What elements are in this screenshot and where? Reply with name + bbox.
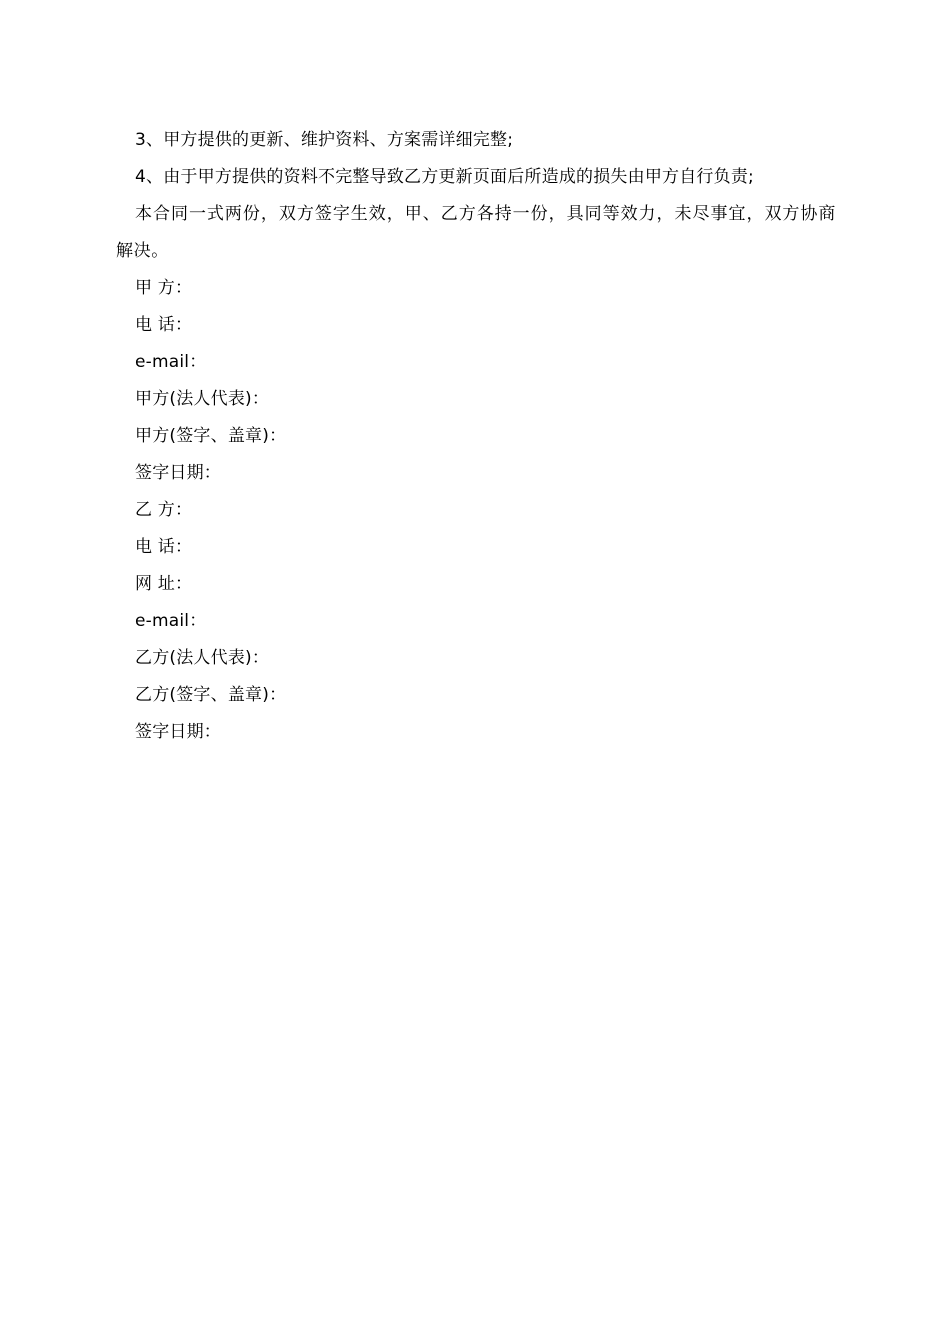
party-a-phone-label: 电 话： bbox=[135, 315, 193, 335]
contract-body bbox=[116, 122, 836, 751]
party-b-website-label: 网 址： bbox=[135, 574, 193, 594]
party-b-phone-label: 电 话： bbox=[135, 537, 193, 557]
clause-3: 3、甲方提供的更新、维护资料、方案需详细完整; bbox=[135, 130, 514, 150]
party-a-date-label: 签字日期： bbox=[135, 463, 221, 483]
party-b-name-label: 乙 方： bbox=[135, 500, 193, 520]
party-b-date-label: 签字日期： bbox=[135, 722, 221, 742]
party-a-signature-label: 甲方(签字、盖章)： bbox=[135, 426, 287, 446]
party-b-signature-label: 乙方(签字、盖章)： bbox=[135, 685, 287, 705]
party-a-name-label: 甲 方： bbox=[135, 278, 193, 298]
party-b-legal-rep-label: 乙方(法人代表)： bbox=[135, 648, 270, 668]
party-a-legal-rep-label: 甲方(法人代表)： bbox=[135, 389, 270, 409]
party-b-email-label: e-mail： bbox=[135, 611, 207, 631]
party-a-email-label: e-mail： bbox=[135, 352, 207, 372]
clause-4: 4、由于甲方提供的资料不完整导致乙方更新页面后所造成的损失由甲方自行负责; bbox=[135, 167, 754, 187]
closing-paragraph: 本合同一式两份，双方签字生效，甲、乙方各持一份，具同等效力，未尽事宜，双方协商解决。 bbox=[116, 204, 836, 261]
